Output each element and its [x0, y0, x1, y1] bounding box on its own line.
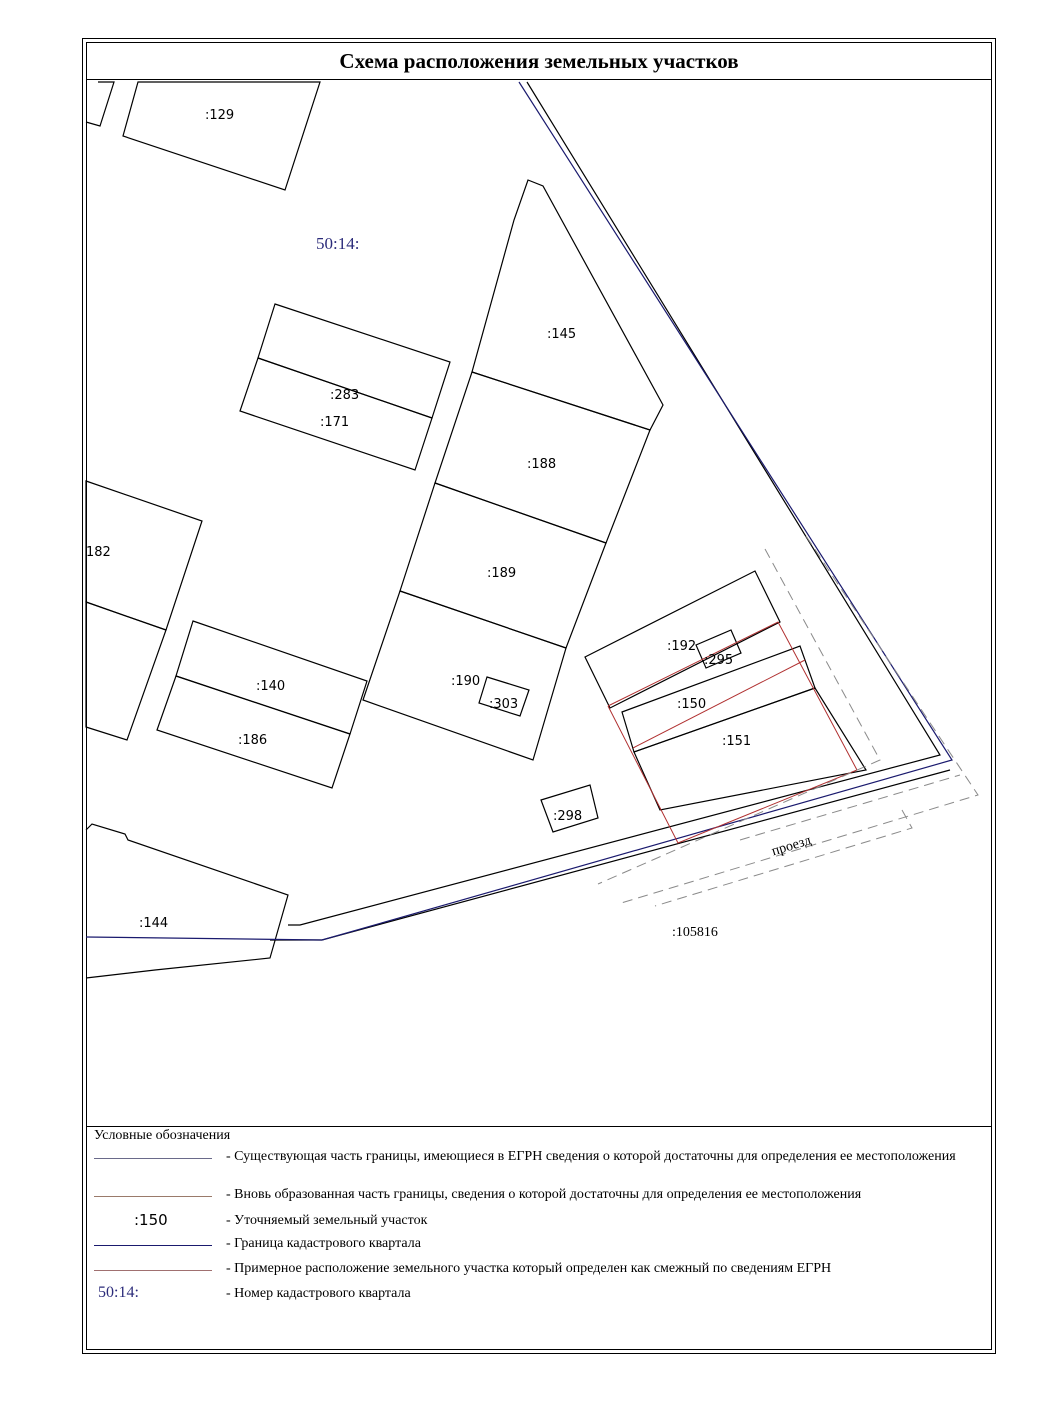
legend-text-3: - Уточняемый земельный участок [226, 1213, 428, 1228]
parcel-144 [86, 824, 288, 978]
parcel-186 [157, 676, 350, 788]
label-186: :186 [238, 733, 268, 748]
adjacent-parcel-swatch [94, 1270, 212, 1271]
label-189: :189 [487, 566, 517, 581]
new-boundary-swatch [94, 1196, 212, 1197]
quarter-boundary-swatch [94, 1245, 212, 1246]
adjacent-dashed-1 [598, 549, 880, 884]
label-192: :192 [667, 639, 697, 654]
label-129: :129 [205, 108, 235, 123]
legend [86, 1126, 992, 1350]
label-303: :303 [489, 697, 519, 712]
parcel-151 [634, 688, 866, 810]
label-190: :190 [451, 674, 481, 689]
parcel-129 [123, 82, 320, 190]
label-150: :150 [677, 697, 707, 712]
label-283: :283 [330, 388, 360, 403]
outer-boundary [288, 82, 940, 925]
quarter-boundary [86, 82, 952, 940]
map-title: Схема расположения земельных участков [86, 42, 992, 80]
label-188: :188 [527, 457, 557, 472]
label-171: :171 [320, 415, 350, 430]
quarter-label: 50:14: [316, 234, 360, 253]
adjacent-dashed-3 [655, 810, 912, 906]
legend-sample-parcel: :150 [134, 1211, 168, 1229]
road-label: проезд [769, 833, 814, 860]
parcel-171 [240, 358, 432, 470]
legend-title: Условные обозначения [94, 1128, 231, 1143]
label-182: 182 [86, 545, 111, 560]
label-105816: :105816 [672, 925, 718, 940]
legend-text-6: - Номер кадастрового квартала [226, 1286, 411, 1301]
legend-text-4: - Граница кадастрового квартала [226, 1236, 421, 1251]
legend-text-5: - Примерное расположение земельного участка который определен как смежный по сведениям ЕГРН [226, 1261, 832, 1276]
legend-text-2: - Вновь образованная часть границы, сведения о которой достаточны для определения ее местоположения [226, 1187, 862, 1202]
existing-boundary-swatch [94, 1158, 212, 1159]
label-151: :151 [722, 734, 752, 749]
legend-sample-quarter: 50:14: [98, 1284, 139, 1301]
label-295: :295 [704, 653, 734, 668]
new-boundary-red-mid [633, 660, 805, 748]
legend-text-1: - Существующая часть границы, имеющиеся в ЕГРН сведения о которой достаточны для определения ее местоположения [226, 1149, 956, 1164]
parcel-182-lower [86, 602, 166, 740]
parcel-140 [176, 621, 367, 734]
label-145: :145 [547, 327, 577, 342]
outer-boundary-lower [270, 770, 950, 940]
parcel-top-left-fragment [86, 82, 114, 126]
label-140: :140 [256, 679, 286, 694]
label-298: :298 [553, 809, 583, 824]
parcel-145-strip [472, 180, 663, 430]
label-144: :144 [139, 916, 169, 931]
